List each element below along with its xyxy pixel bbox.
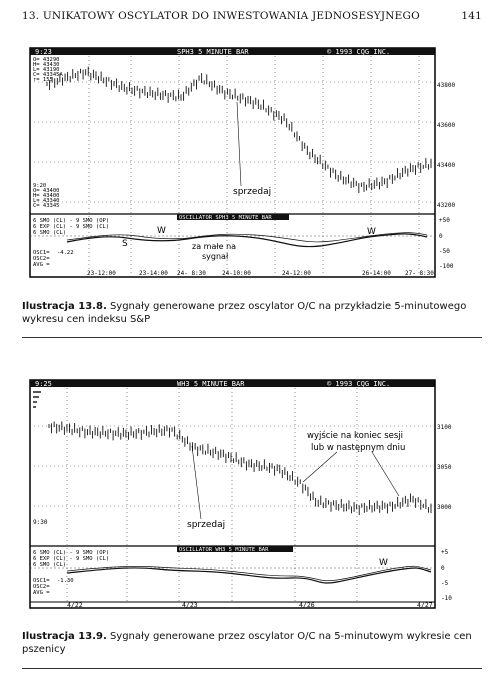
fig2-title: WH3 5 MINUTE BAR	[177, 380, 245, 388]
fig1-mid-time: 9:20	[33, 183, 47, 189]
fig1-osc-leg-1: 6 SMO (CL) - 9 SMO (OP)	[33, 218, 110, 224]
fig1-legend-o: O= 43290	[33, 57, 60, 63]
fig1-date-2: 23-14:00	[139, 270, 168, 277]
page-number: 141	[461, 10, 482, 22]
fig1-price-1: 43800	[437, 82, 456, 89]
fig1-mid-h: H= 43400	[33, 193, 60, 199]
fig2-osc-scale-1: +5	[441, 549, 449, 556]
fig1-ann-s: S	[122, 239, 128, 249]
fig1-date-1: 23-12:00	[87, 270, 116, 277]
fig2-osc-value: -1.30	[57, 578, 74, 584]
figure-13-8-chart	[27, 42, 475, 282]
fig1-date-6: 26-14:00	[362, 270, 391, 277]
fig1-osc-title: OSCILLATOR SPH3 5 MINUTE BAR	[179, 215, 272, 221]
caption-13-8-label: Ilustracja 13.8.	[22, 301, 107, 312]
fig1-osc-side-3: AVG =	[33, 262, 50, 268]
fig2-price-3: 3000	[437, 504, 452, 511]
divider-1	[22, 337, 482, 338]
fig1-mid-c: C= 43345	[33, 203, 60, 209]
fig2-ann-sell: sprzedaj	[187, 520, 226, 530]
divider-2	[22, 668, 482, 669]
fig2-date-1: 4/22	[67, 601, 83, 609]
figure-13-9-chart	[27, 374, 475, 614]
fig1-ann-w1: W	[157, 226, 166, 236]
fig1-legend-c: C= 43345A	[33, 72, 63, 78]
fig2-date-3: 4/26	[299, 601, 315, 609]
fig2-osc-scale-4: -10	[441, 595, 452, 602]
fig1-title: SPH3 5 MINUTE BAR	[177, 48, 249, 56]
fig2-price-1: 3100	[437, 424, 452, 431]
fig1-legend-chg: ↑= 155	[33, 77, 53, 83]
fig2-ann-w: W	[379, 558, 388, 568]
fig2-mid-time: 9:30	[33, 519, 48, 526]
caption-13-8-text: Sygnały generowane przez oscylator O/C na przykładzie 5-minutowego wykresu cen indeksu S&P	[22, 301, 467, 325]
fig2-time: 9:25	[35, 380, 52, 388]
caption-13-8	[22, 300, 482, 326]
fig1-date-5: 24-12:00	[282, 270, 311, 277]
fig2-osc-scale-3: -5	[441, 580, 449, 587]
fig2-osc-leg-3: 6 SMO (CL)	[33, 562, 67, 568]
caption-13-9-text: Sygnały generowane przez oscylator O/C na 5-minutowym wykresie cen pszenicy	[22, 631, 472, 655]
fig2-osc-side-2: OSC2=	[33, 584, 50, 590]
fig2-osc-scale-2: 0	[441, 565, 445, 572]
fig1-price-3: 43400	[437, 162, 456, 169]
fig1-ann-small2: sygnał	[202, 252, 229, 261]
fig1-osc-scale-2: 0	[439, 233, 443, 240]
fig2-osc-leg-1: 6 SMO (CL) - 9 SMO (OP)	[33, 550, 110, 556]
fig2-price-2: 3050	[437, 464, 452, 471]
fig1-ann-small: za małe na	[192, 242, 237, 251]
fig1-legend-l: L= 43190	[33, 67, 60, 73]
page-header	[22, 8, 482, 26]
fig1-osc-scale-4: -100	[439, 263, 454, 270]
fig1-date-7: 27- 8:30	[405, 270, 434, 277]
fig1-osc-leg-2: 6 EXP (CL) - 9 SMO (CL)	[33, 224, 110, 230]
fig2-osc-side-1: OSC1=	[33, 578, 50, 584]
fig1-price-2: 43600	[437, 122, 456, 129]
fig2-osc-side-3: AVG =	[33, 590, 50, 596]
figure-13-8	[27, 42, 475, 282]
fig1-osc-value: -4.22	[57, 250, 74, 256]
fig1-date-4: 24-10:00	[222, 270, 251, 277]
fig1-price-4: 43200	[437, 202, 456, 209]
fig2-copyright: © 1993 CQG INC.	[327, 380, 391, 388]
fig2-ann-exit1: wyjście na koniec sesji	[307, 431, 404, 441]
fig2-date-4: 4/27	[417, 601, 433, 609]
fig2-date-2: 4/23	[182, 601, 198, 609]
fig2-osc-leg-2: 6 EXP (CL) - 9 SMO (CL)	[33, 556, 110, 562]
fig1-ann-sell: sprzedaj	[233, 187, 272, 197]
fig1-legend-h: H= 43430	[33, 62, 60, 68]
caption-13-9-label: Ilustracja 13.9.	[22, 631, 107, 642]
fig1-osc-leg-3: 6 SMO (CL)	[33, 230, 67, 236]
fig1-time: 9:23	[35, 48, 52, 56]
chapter-title: 13. UNIKATOWY OSCYLATOR DO INWESTOWANIA JEDNOSESYJNEGO	[22, 10, 420, 22]
figure-13-9	[27, 374, 475, 614]
fig1-osc-scale-1: +50	[439, 217, 450, 224]
fig1-mid-l: L= 43340	[33, 198, 60, 204]
fig1-ann-w2: W	[367, 227, 376, 237]
fig1-mid-o: O= 43400	[33, 188, 60, 194]
fig2-ann-exit2: lub w następnym dniu	[311, 443, 406, 453]
fig1-osc-scale-3: -50	[439, 248, 450, 255]
fig1-date-3: 24- 8:30	[177, 270, 206, 277]
fig1-copyright: © 1993 CQG INC.	[327, 48, 391, 56]
fig1-osc-side-1: OSC1=	[33, 250, 50, 256]
fig2-osc-title: OSCILLATOR WH3 5 MINUTE BAR	[179, 547, 269, 553]
caption-13-9	[22, 630, 482, 656]
fig1-osc-side-2: OSC2=	[33, 256, 50, 262]
